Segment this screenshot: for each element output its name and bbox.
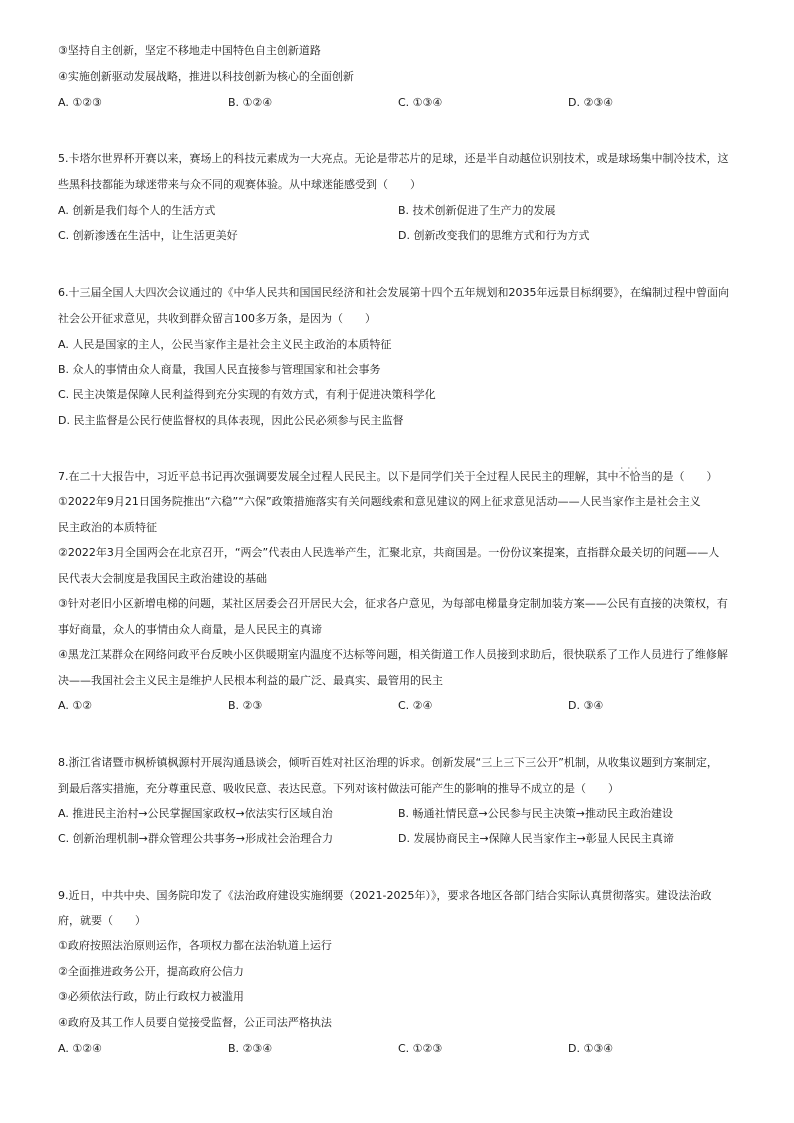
q9-stem-line-1: 9.近日，中共中央、国务院印发了《法治政府建设实施纲要（2021-2025年）》，要求各地区各部门结合实际认真贯彻落实。建设法治政: [58, 889, 712, 902]
q9-item-2: ②全面推进政务公开，提高政府公信力: [58, 965, 244, 978]
q7-option-d: D. ③④: [568, 699, 604, 712]
q7-option-b: B. ②③: [228, 699, 263, 712]
q5-option-d: D. 创新改变我们的思维方式和行为方式: [398, 229, 590, 242]
q9-item-3: ③必须依法行政，防止行政权力被滥用: [58, 990, 244, 1003]
q7-stem-emphasis: 不恰当 · · ·: [619, 470, 652, 483]
q7-item-1-line-2: 民主政治的本质特征: [58, 521, 157, 534]
q7-stem: [58, 470, 718, 484]
q8-option-d: D. 发展协商民主→保障人民当家作主→彰显人民民主真谛: [398, 832, 674, 845]
q7-item-4-line-1: ④黑龙江某群众在网络问政平台反映小区供暖期室内温度不达标等问题，相关街道工作人员接到求助后，很快联系了工作人员进行了维修解: [58, 648, 728, 661]
q7-item-3-line-1: ③针对老旧小区新增电梯的问题，某社区居委会召开居民大会，征求各户意见，为每部电梯量身定制加装方案——公民有直接的决策权，有: [58, 597, 728, 610]
q6-option-a: A. 人民是国家的主人，公民当家作主是社会主义民主政治的本质特征: [58, 338, 392, 351]
q7-option-c: C. ②④: [398, 699, 433, 712]
q7-option-a: A. ①②: [58, 699, 93, 712]
q9-option-c: C. ①②③: [398, 1042, 443, 1055]
q8-stem-line-2: 到最后落实措施，充分尊重民意、吸收民意、表达民意。下列对该村做法可能产生的影响的推导不成立的是（ ）: [58, 782, 619, 795]
q7-item-3-line-2: 事好商量，众人的事情由众人商量，是人民民主的真谛: [58, 623, 322, 636]
q7-item-2-line-1: ②2022年3月全国两会在北京召开，“两会”代表由人民选举产生，汇聚北京，共商国是。一份份议案提案，直指群众最关切的问题——人: [58, 546, 720, 559]
top-item-4: ④实施创新驱动发展战略，推进以科技创新为核心的全面创新: [58, 70, 354, 83]
q9-stem-line-2: 府，就要（ ）: [58, 914, 146, 927]
q7-item-1-line-1: ①2022年9月21日国务院推出“六稳”“六保”政策措施落实有关问题线索和意见建议的网上征求意见活动——人民当家作主是社会主义: [58, 495, 701, 508]
q9-item-1: ①政府按照法治原则运作，各项权力都在法治轨道上运行: [58, 939, 332, 952]
top-option-d: D. ②③④: [568, 96, 614, 109]
q6-stem-line-1: 6.十三届全国人大四次会议通过的《中华人民共和国国民经济和社会发展第十四个五年规划和2035年远景目标纲要》，在编制过程中曾面向: [58, 286, 729, 299]
top-option-b: B. ①②④: [228, 96, 273, 109]
q7-stem-pre: 7.在二十大报告中，习近平总书记再次强调要发展全过程人民民主。以下是同学们关于全过程人民民主的理解，其中: [58, 470, 619, 483]
q7-item-4-line-2: 决——我国社会主义民主是维护人民根本利益的最广泛、最真实、最管用的民主: [58, 674, 443, 687]
q6-option-b: B. 众人的事情由众人商量，我国人民直接参与管理国家和社会事务: [58, 363, 381, 376]
q6-stem-line-2: 社会公开征求意见，共收到群众留言100多万条，是因为（ ）: [58, 312, 376, 325]
q5-stem-line-1: 5.卡塔尔世界杯开赛以来，赛场上的科技元素成为一大亮点。无论是带芯片的足球，还是半自动越位识别技术，或是球场集中制冷技术，这: [58, 152, 729, 165]
q6-option-d: D. 民主监督是公民行使监督权的具体表现，因此公民必须参与民主监督: [58, 414, 404, 427]
q9-option-a: A. ①②④: [58, 1042, 102, 1055]
top-item-3: ③坚持自主创新，坚定不移地走中国特色自主创新道路: [58, 44, 321, 57]
q6-option-c: C. 民主决策是保障人民利益得到充分实现的有效方式，有利于促进决策科学化: [58, 388, 436, 401]
top-option-c: C. ①③④: [398, 96, 443, 109]
q9-option-b: B. ②③④: [228, 1042, 273, 1055]
q8-option-a: A. 推进民主治村→公民掌握国家政权→依法实行区域自治: [58, 807, 333, 820]
q7-stem-post: 的是（ ）: [651, 470, 718, 483]
q9-option-d: D. ①③④: [568, 1042, 614, 1055]
q8-option-b: B. 畅通社情民意→公民参与民主决策→推动民主政治建设: [398, 807, 673, 820]
q5-option-b: B. 技术创新促进了生产力的发展: [398, 204, 556, 217]
q8-option-c: C. 创新治理机制→群众管理公共事务→形成社会治理合力: [58, 832, 334, 845]
q9-item-4: ④政府及其工作人员要自觉接受监督，公正司法严格执法: [58, 1016, 332, 1029]
top-option-a: A. ①②③: [58, 96, 102, 109]
q5-option-c: C. 创新渗透在生活中，让生活更美好: [58, 229, 238, 242]
q7-item-2-line-2: 民代表大会制度是我国民主政治建设的基础: [58, 572, 267, 585]
q5-stem-line-2: 些黑科技都能为球迷带来与众不同的观赛体验。从中球迷能感受到（ ）: [58, 178, 421, 191]
q8-stem-line-1: 8.浙江省诸暨市枫桥镇枫源村开展沟通恳谈会，倾听百姓对社区治理的诉求。创新发展“三上三下三公开”机制，从收集议题到方案制定，: [58, 756, 718, 769]
q5-option-a: A. 创新是我们每个人的生活方式: [58, 204, 216, 217]
